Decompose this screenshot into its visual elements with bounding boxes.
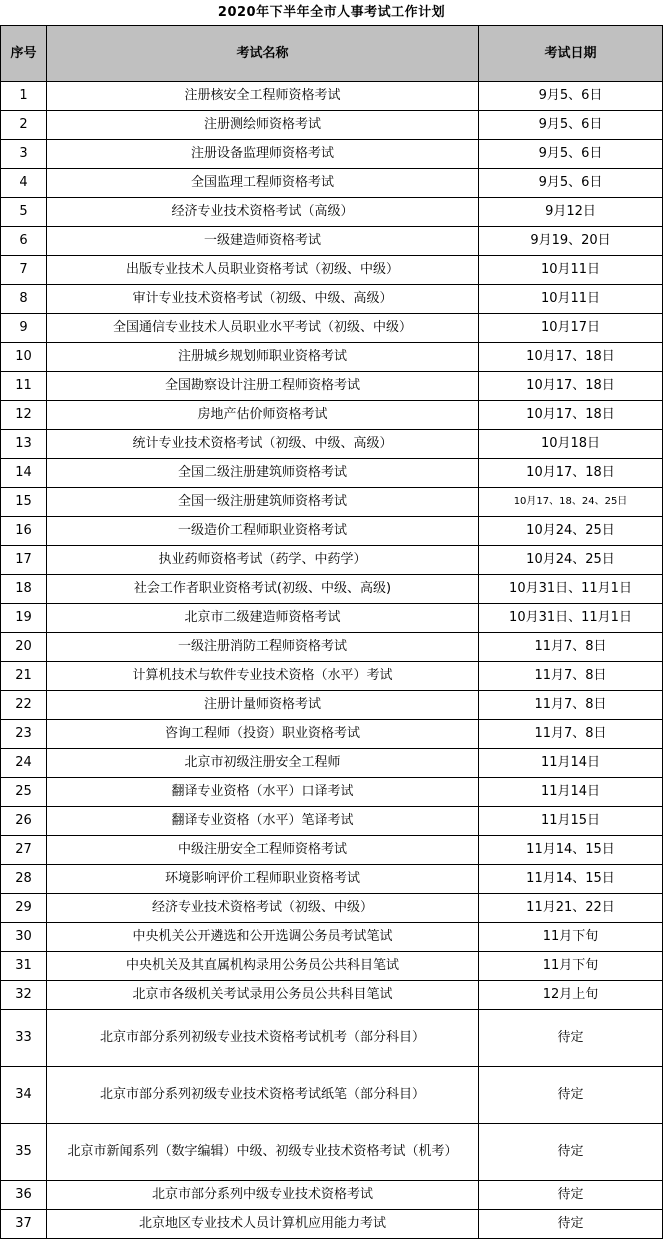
cell-no: 18 (1, 575, 47, 604)
table-row (1, 488, 663, 517)
cell-exam-date: 9月5、6日 (479, 111, 663, 140)
cell-no: 3 (1, 140, 47, 169)
cell-no: 24 (1, 749, 47, 778)
cell-exam-date: 10月31日、11月1日 (479, 575, 663, 604)
cell-exam-name: 中央机关公开遴选和公开选调公务员考试笔试 (47, 923, 479, 952)
table-row (1, 140, 663, 169)
cell-exam-date: 待定 (479, 1010, 663, 1067)
cell-exam-date: 待定 (479, 1210, 663, 1239)
table-row (1, 604, 663, 633)
cell-no: 22 (1, 691, 47, 720)
cell-exam-date: 10月11日 (479, 285, 663, 314)
table-row (1, 1067, 663, 1124)
cell-exam-name: 注册设备监理师资格考试 (47, 140, 479, 169)
table-row (1, 227, 663, 256)
table-header-row (1, 26, 663, 82)
table-row (1, 1181, 663, 1210)
cell-exam-name: 中央机关及其直属机构录用公务员公共科目笔试 (47, 952, 479, 981)
cell-exam-name: 注册核安全工程师资格考试 (47, 82, 479, 111)
cell-no: 5 (1, 198, 47, 227)
cell-no: 1 (1, 82, 47, 111)
table-row (1, 836, 663, 865)
table-row (1, 1210, 663, 1239)
cell-exam-name: 北京地区专业技术人员计算机应用能力考试 (47, 1210, 479, 1239)
cell-exam-date: 11月下旬 (479, 923, 663, 952)
exam-schedule-table (0, 25, 663, 1239)
cell-no: 7 (1, 256, 47, 285)
table-row (1, 778, 663, 807)
table-row (1, 1010, 663, 1067)
cell-no: 37 (1, 1210, 47, 1239)
cell-exam-name: 北京市部分系列初级专业技术资格考试机考（部分科目） (47, 1010, 479, 1067)
cell-no: 10 (1, 343, 47, 372)
table-row (1, 575, 663, 604)
table-row (1, 691, 663, 720)
table-row (1, 894, 663, 923)
cell-exam-name: 计算机技术与软件专业技术资格（水平）考试 (47, 662, 479, 691)
cell-exam-name: 注册计量师资格考试 (47, 691, 479, 720)
cell-exam-date: 11月21、22日 (479, 894, 663, 923)
cell-exam-name: 经济专业技术资格考试（高级） (47, 198, 479, 227)
cell-no: 8 (1, 285, 47, 314)
cell-exam-date: 10月24、25日 (479, 517, 663, 546)
cell-no: 29 (1, 894, 47, 923)
cell-no: 31 (1, 952, 47, 981)
cell-exam-name: 一级建造师资格考试 (47, 227, 479, 256)
cell-exam-name: 北京市各级机关考试录用公务员公共科目笔试 (47, 981, 479, 1010)
cell-no: 6 (1, 227, 47, 256)
cell-exam-name: 翻译专业资格（水平）笔译考试 (47, 807, 479, 836)
table-row (1, 720, 663, 749)
cell-no: 19 (1, 604, 47, 633)
cell-exam-name: 翻译专业资格（水平）口译考试 (47, 778, 479, 807)
table-row (1, 1124, 663, 1181)
cell-exam-date: 11月14、15日 (479, 836, 663, 865)
cell-exam-date: 待定 (479, 1067, 663, 1124)
table-row (1, 865, 663, 894)
cell-exam-name: 环境影响评价工程师职业资格考试 (47, 865, 479, 894)
cell-exam-date: 9月12日 (479, 198, 663, 227)
cell-exam-date: 10月17、18日 (479, 372, 663, 401)
cell-no: 34 (1, 1067, 47, 1124)
cell-exam-name: 北京市初级注册安全工程师 (47, 749, 479, 778)
cell-exam-name: 出版专业技术人员职业资格考试（初级、中级） (47, 256, 479, 285)
cell-exam-date: 9月5、6日 (479, 140, 663, 169)
table-row (1, 111, 663, 140)
cell-exam-date: 10月11日 (479, 256, 663, 285)
table-row (1, 633, 663, 662)
cell-exam-date: 11月15日 (479, 807, 663, 836)
cell-exam-name: 北京市部分系列中级专业技术资格考试 (47, 1181, 479, 1210)
cell-exam-name: 一级注册消防工程师资格考试 (47, 633, 479, 662)
table-row (1, 314, 663, 343)
table-row (1, 662, 663, 691)
cell-exam-date: 9月5、6日 (479, 169, 663, 198)
cell-exam-date: 9月19、20日 (479, 227, 663, 256)
cell-no: 11 (1, 372, 47, 401)
cell-exam-date: 11月14日 (479, 778, 663, 807)
cell-no: 17 (1, 546, 47, 575)
cell-exam-name: 全国二级注册建筑师资格考试 (47, 459, 479, 488)
cell-exam-name: 全国通信专业技术人员职业水平考试（初级、中级） (47, 314, 479, 343)
cell-exam-date: 11月7、8日 (479, 662, 663, 691)
cell-exam-date: 10月17、18日 (479, 459, 663, 488)
page-title: 2020年下半年全市人事考试工作计划 (217, 5, 446, 20)
table-row (1, 952, 663, 981)
table-body (1, 82, 663, 1239)
cell-no: 35 (1, 1124, 47, 1181)
cell-no: 21 (1, 662, 47, 691)
cell-exam-name: 全国勘察设计注册工程师资格考试 (47, 372, 479, 401)
cell-exam-date: 10月18日 (479, 430, 663, 459)
cell-exam-date: 11月7、8日 (479, 691, 663, 720)
cell-exam-date: 12月上旬 (479, 981, 663, 1010)
cell-exam-name: 社会工作者职业资格考试(初级、中级、高级) (47, 575, 479, 604)
cell-no: 23 (1, 720, 47, 749)
cell-no: 13 (1, 430, 47, 459)
table-row (1, 749, 663, 778)
cell-no: 25 (1, 778, 47, 807)
cell-exam-name: 审计专业技术资格考试（初级、中级、高级） (47, 285, 479, 314)
cell-exam-date: 待定 (479, 1181, 663, 1210)
cell-exam-date: 10月24、25日 (479, 546, 663, 575)
cell-no: 12 (1, 401, 47, 430)
table-row (1, 82, 663, 111)
cell-exam-name: 注册城乡规划师职业资格考试 (47, 343, 479, 372)
cell-exam-date: 10月17日 (479, 314, 663, 343)
cell-exam-name: 全国监理工程师资格考试 (47, 169, 479, 198)
cell-exam-name: 北京市新闻系列（数字编辑）中级、初级专业技术资格考试（机考） (47, 1124, 479, 1181)
cell-exam-date: 10月17、18日 (479, 343, 663, 372)
table-row (1, 546, 663, 575)
table-row (1, 517, 663, 546)
cell-no: 4 (1, 169, 47, 198)
cell-exam-date: 11月7、8日 (479, 633, 663, 662)
table-row (1, 923, 663, 952)
cell-no: 27 (1, 836, 47, 865)
cell-exam-date: 10月17、18、24、25日 (479, 488, 663, 517)
cell-no: 36 (1, 1181, 47, 1210)
table-row (1, 459, 663, 488)
cell-exam-name: 经济专业技术资格考试（初级、中级） (47, 894, 479, 923)
cell-exam-date: 11月14、15日 (479, 865, 663, 894)
cell-exam-date: 11月7、8日 (479, 720, 663, 749)
table-row (1, 343, 663, 372)
cell-exam-date: 9月5、6日 (479, 82, 663, 111)
cell-no: 30 (1, 923, 47, 952)
cell-exam-date: 10月31日、11月1日 (479, 604, 663, 633)
cell-no: 32 (1, 981, 47, 1010)
cell-no: 26 (1, 807, 47, 836)
cell-exam-name: 房地产估价师资格考试 (47, 401, 479, 430)
header-name: 考试名称 (47, 26, 479, 82)
table-row (1, 285, 663, 314)
cell-exam-name: 注册测绘师资格考试 (47, 111, 479, 140)
cell-no: 15 (1, 488, 47, 517)
cell-exam-name: 统计专业技术资格考试（初级、中级、高级） (47, 430, 479, 459)
cell-exam-name: 咨询工程师（投资）职业资格考试 (47, 720, 479, 749)
table-row (1, 981, 663, 1010)
cell-no: 33 (1, 1010, 47, 1067)
table-row (1, 430, 663, 459)
table-row (1, 372, 663, 401)
cell-exam-name: 一级造价工程师职业资格考试 (47, 517, 479, 546)
cell-no: 14 (1, 459, 47, 488)
cell-no: 16 (1, 517, 47, 546)
cell-exam-name: 北京市二级建造师资格考试 (47, 604, 479, 633)
cell-exam-name: 执业药师资格考试（药学、中药学） (47, 546, 479, 575)
cell-exam-date: 10月17、18日 (479, 401, 663, 430)
header-date: 考试日期 (479, 26, 663, 82)
table-row (1, 198, 663, 227)
cell-exam-name: 北京市部分系列初级专业技术资格考试纸笔（部分科目） (47, 1067, 479, 1124)
cell-exam-date: 待定 (479, 1124, 663, 1181)
cell-exam-name: 全国一级注册建筑师资格考试 (47, 488, 479, 517)
header-no: 序号 (1, 26, 47, 82)
cell-no: 9 (1, 314, 47, 343)
table-row (1, 807, 663, 836)
table-row (1, 401, 663, 430)
cell-exam-date: 11月14日 (479, 749, 663, 778)
table-row (1, 256, 663, 285)
cell-no: 28 (1, 865, 47, 894)
cell-exam-date: 11月下旬 (479, 952, 663, 981)
cell-no: 20 (1, 633, 47, 662)
table-row (1, 169, 663, 198)
cell-no: 2 (1, 111, 47, 140)
cell-exam-name: 中级注册安全工程师资格考试 (47, 836, 479, 865)
